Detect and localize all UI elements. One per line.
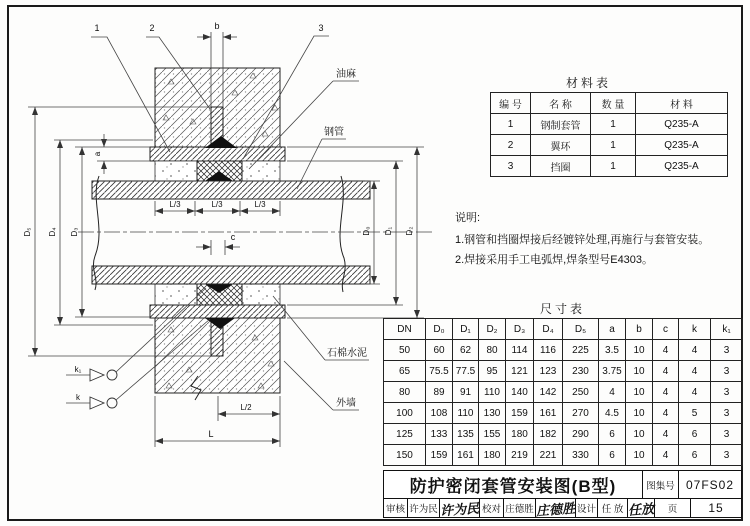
note-line: 1.钢管和挡圈焊接后经镀锌处理,再施行与套管安装。 [455,234,710,246]
table-cell: 10 [626,403,653,424]
table-cell: 4 [599,382,626,403]
designer-name: 任 放 [598,499,628,517]
table-cell: 114 [506,340,534,361]
dim-l3-label: L/3 [169,200,181,209]
table-cell: 3 [491,156,531,177]
table-cell: 91 [453,382,479,403]
table-cell: 3 [711,403,743,424]
table-cell: 116 [534,340,563,361]
callout-2: 2 [149,23,155,33]
materials-table [490,92,728,177]
table-cell: 1 [491,114,531,135]
dim-l3-label: L/3 [254,200,266,209]
table-cell: 95 [479,361,506,382]
dimension-table-title: 尺寸表 [539,302,585,316]
table-cell: 2 [491,135,531,156]
table-cell: 4 [653,445,679,466]
table-cell: 60 [426,340,453,361]
table-cell: 10 [626,445,653,466]
table-cell: 6 [679,445,711,466]
table-cell: 140 [506,382,534,403]
dim-d1-label: D₁ [384,226,393,236]
review-label: 审核 [384,499,408,517]
dim-l3-label: L/3 [211,200,223,209]
note-line: 2.焊接采用手工电弧焊,焊条型号E4303。 [455,254,654,266]
table-cell: 6 [599,424,626,445]
table-cell: 75.5 [426,361,453,382]
table-cell: 10 [626,361,653,382]
dimension-header-row [384,319,743,340]
dim-d0-label: D₀ [362,226,371,236]
table-cell: 4 [653,403,679,424]
checker-signature: 庄德胜 [535,501,576,519]
table-cell: 159 [506,403,534,424]
table-cell: 142 [534,382,563,403]
table-cell: 4.5 [599,403,626,424]
label-steel-pipe: 钢管 [324,127,344,138]
label-oakum: 油麻 [336,69,356,80]
designer-signature: 任放 [627,501,655,519]
dim-l-label: L [208,429,214,439]
table-cell: 4 [653,340,679,361]
table-cell: 80 [479,340,506,361]
notes-title: 说明: [455,212,481,224]
table-cell: 4 [679,340,711,361]
table-cell: 10 [626,382,653,403]
table-row [384,382,743,403]
table-cell: 3 [711,445,743,466]
header-cell: D₅ [563,319,599,340]
title-block [383,470,742,518]
table-cell: 225 [563,340,599,361]
table-cell: 80 [384,382,426,403]
table-cell: 4 [679,361,711,382]
table-cell: 135 [453,424,479,445]
header-cell: 编 号 [491,93,531,114]
table-cell: Q235-A [636,135,728,156]
dim-d4-label: D₄ [48,227,57,237]
table-cell: 150 [384,445,426,466]
design-label: 设计 [576,499,598,517]
checker-name: 庄德胜 [504,499,536,517]
label-asbestos-cement: 石棉水泥 [327,348,367,359]
table-cell: 89 [426,382,453,403]
table-row [491,135,728,156]
table-cell: 挡圈 [531,156,591,177]
table-cell: 翼环 [531,135,591,156]
table-cell: 10 [626,340,653,361]
dim-d5-label: D₅ [23,227,32,237]
weld-k1-label: k₁ [74,365,82,374]
table-cell: 4 [653,361,679,382]
drawing-title: 防护密闭套管安装图(B型) [384,471,643,498]
table-cell: 290 [563,424,599,445]
table-row [384,445,743,466]
table-cell: 3.5 [599,340,626,361]
table-cell: 3 [711,424,743,445]
table-cell: 4 [653,424,679,445]
table-cell: 180 [506,424,534,445]
table-cell: 65 [384,361,426,382]
table-cell: 6 [679,424,711,445]
callout-1: 1 [94,23,100,33]
notes-block [455,208,743,270]
table-row [491,114,728,135]
weld-k-label: k [76,393,80,402]
table-cell: 250 [563,382,599,403]
table-cell: 110 [479,382,506,403]
dim-d2-label: D₂ [405,226,414,236]
table-cell: 123 [534,361,563,382]
table-row [384,403,743,424]
table-row [384,340,743,361]
dim-l2-label: L/2 [240,403,252,412]
label-exterior-wall: 外墙 [336,398,356,409]
check-label: 校对 [480,499,504,517]
header-cell: a [599,319,626,340]
table-cell: 1 [591,114,636,135]
dim-d3-label: D₃ [70,227,79,237]
page-label: 页 [655,499,691,517]
table-cell: 159 [426,445,453,466]
table-cell: 161 [534,403,563,424]
materials-header-row [491,93,728,114]
header-cell: c [653,319,679,340]
table-row [491,156,728,177]
table-cell: 77.5 [453,361,479,382]
atlas-no-value: 07FS02 [685,477,735,492]
dim-b-label: b [214,21,220,31]
header-cell: k [679,319,711,340]
table-cell: 62 [453,340,479,361]
table-cell: 50 [384,340,426,361]
header-cell: D₂ [479,319,506,340]
reviewer-name: 许为民 [408,499,440,517]
table-cell: 230 [563,361,599,382]
table-cell: 10 [626,424,653,445]
atlas-no-label: 图集号 [643,471,679,498]
table-cell: 6 [599,445,626,466]
reviewer-signature: 许为民 [439,501,480,519]
table-cell: 180 [479,445,506,466]
header-cell: D₄ [534,319,563,340]
table-cell: 5 [679,403,711,424]
table-cell: 3 [711,382,743,403]
table-cell: 182 [534,424,563,445]
header-cell: 数 量 [591,93,636,114]
header-cell: 材 料 [636,93,728,114]
table-cell: 钢制套管 [531,114,591,135]
callout-3: 3 [318,23,324,33]
dim-c-label: c [230,232,236,242]
table-cell: 3.75 [599,361,626,382]
materials-table-title: 材料表 [565,76,611,90]
page-number: 15 [708,501,724,515]
table-cell: 221 [534,445,563,466]
table-cell: Q235-A [636,114,728,135]
header-cell: b [626,319,653,340]
header-cell: DN [384,319,426,340]
table-cell: 330 [563,445,599,466]
header-cell: D₁ [453,319,479,340]
table-cell: 219 [506,445,534,466]
table-cell: 3 [711,340,743,361]
table-row [384,361,743,382]
table-cell: 4 [679,382,711,403]
table-row [384,424,743,445]
table-cell: 110 [453,403,479,424]
table-cell: 155 [479,424,506,445]
table-cell: 3 [711,361,743,382]
table-cell: 1 [591,156,636,177]
table-cell: 133 [426,424,453,445]
table-cell: 161 [453,445,479,466]
table-cell: 100 [384,403,426,424]
dimension-table [383,318,743,466]
table-cell: 108 [426,403,453,424]
table-cell: 1 [591,135,636,156]
table-cell: 121 [506,361,534,382]
table-cell: 125 [384,424,426,445]
header-cell: 名 称 [531,93,591,114]
steel-pipe [78,176,432,292]
header-cell: k₁ [711,319,743,340]
table-cell: 270 [563,403,599,424]
header-cell: D₀ [426,319,453,340]
table-cell: Q235-A [636,156,728,177]
table-cell: 130 [479,403,506,424]
table-cell: 4 [653,382,679,403]
dim-a-label: a [93,151,102,157]
header-cell: D₃ [506,319,534,340]
